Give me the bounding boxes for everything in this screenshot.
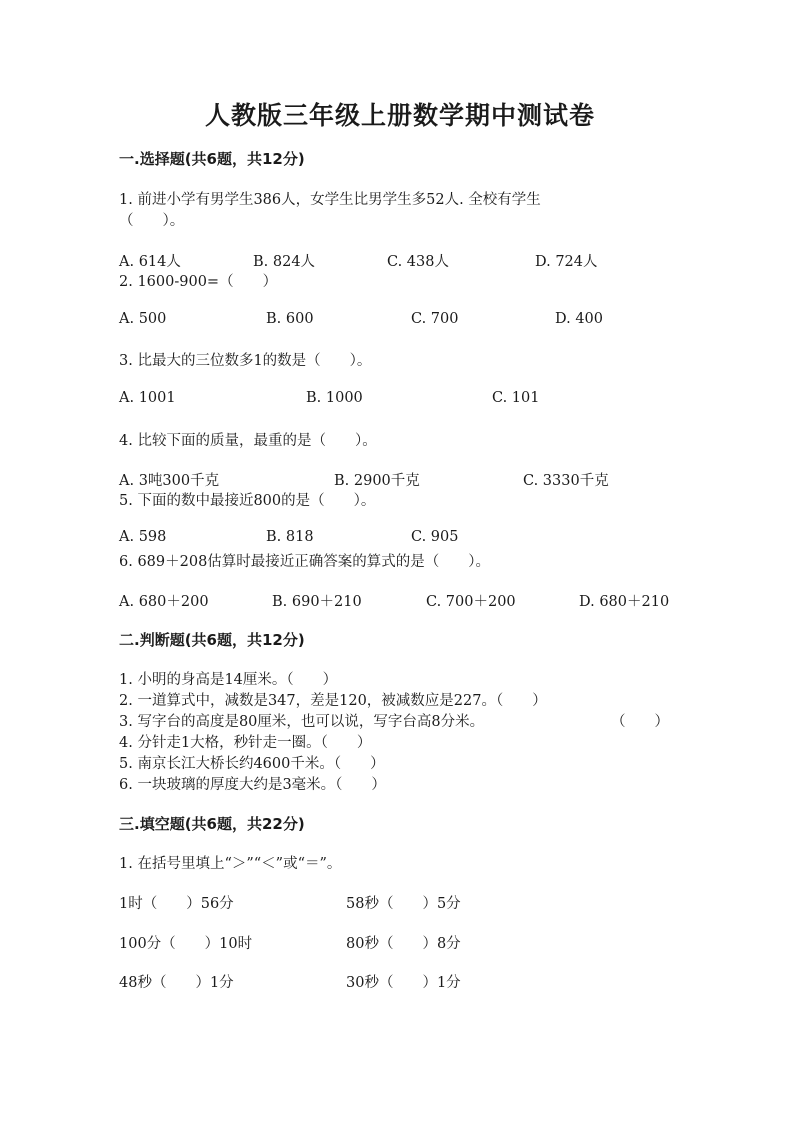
judge-item: 2. 一道算式中，减数是347，差是120，被减数应是227。（ ） <box>119 693 547 709</box>
judge-item: 5. 南京长江大桥长约4600千米。（ ） <box>119 756 385 772</box>
option: C. 3330千克 <box>523 473 609 489</box>
fill-item: 80秒（ ）8分 <box>346 936 461 952</box>
option: C. 700 <box>411 311 459 327</box>
judge-item: 3. 写字台的高度是80厘米，也可以说，写字台高8分米。 <box>119 714 485 730</box>
option: A. 500 <box>119 311 167 327</box>
option: A. 3吨300千克 <box>119 473 220 489</box>
option: D. 400 <box>555 311 604 327</box>
option: B. 600 <box>266 311 314 327</box>
option: A. 598 <box>119 529 167 545</box>
judge-item: 6. 一块玻璃的厚度大约是3毫米。（ ） <box>119 777 386 793</box>
option: B. 1000 <box>306 390 363 406</box>
section-heading-choice: 一.选择题(共6题，共12分) <box>119 150 305 168</box>
option: A. 614人 <box>119 254 181 270</box>
option: D. 680＋210 <box>579 594 670 610</box>
question-text: 1. 在括号里填上“＞”“＜”或“＝”。 <box>119 856 342 872</box>
question-text: （ ）。 <box>119 213 185 229</box>
option: D. 724人 <box>535 254 598 270</box>
fill-item: 1时（ ）56分 <box>119 896 234 912</box>
question-text: 2. 1600-900=（ ） <box>119 274 278 290</box>
judge-item: 1. 小明的身高是14厘米。（ ） <box>119 672 338 688</box>
question-text: 1. 前进小学有男学生386人，女学生比男学生多52人. 全校有学生 <box>119 192 541 208</box>
answer-parentheses: （ ） <box>611 714 669 730</box>
fill-item: 48秒（ ）1分 <box>119 975 234 991</box>
option: B. 824人 <box>253 254 316 270</box>
page-title: 人教版三年级上册数学期中测试卷 <box>204 101 595 130</box>
option: C. 905 <box>411 529 459 545</box>
option: A. 680＋200 <box>119 594 209 610</box>
judge-item: 4. 分针走1大格，秒针走一圈。（ ） <box>119 735 372 751</box>
section-heading-fill: 三.填空题(共6题，共22分) <box>119 815 305 833</box>
fill-item: 30秒（ ）1分 <box>346 975 461 991</box>
option: C. 700＋200 <box>426 594 516 610</box>
option: C. 438人 <box>387 254 449 270</box>
fill-item: 58秒（ ）5分 <box>346 896 461 912</box>
question-text: 3. 比最大的三位数多1的数是（ ）。 <box>119 353 372 369</box>
option: B. 690＋210 <box>272 594 362 610</box>
option: B. 2900千克 <box>334 473 420 489</box>
question-text: 6. 689＋208估算时最接近正确答案的算式的是（ ）。 <box>119 554 491 570</box>
question-text: 5. 下面的数中最接近800的是（ ）。 <box>119 493 376 509</box>
option: C. 101 <box>492 390 540 406</box>
option: A. 1001 <box>119 390 176 406</box>
option: B. 818 <box>266 529 314 545</box>
section-heading-judge: 二.判断题(共6题，共12分) <box>119 631 305 649</box>
fill-item: 100分（ ）10时 <box>119 936 253 952</box>
question-text: 4. 比较下面的质量，最重的是（ ）。 <box>119 433 377 449</box>
